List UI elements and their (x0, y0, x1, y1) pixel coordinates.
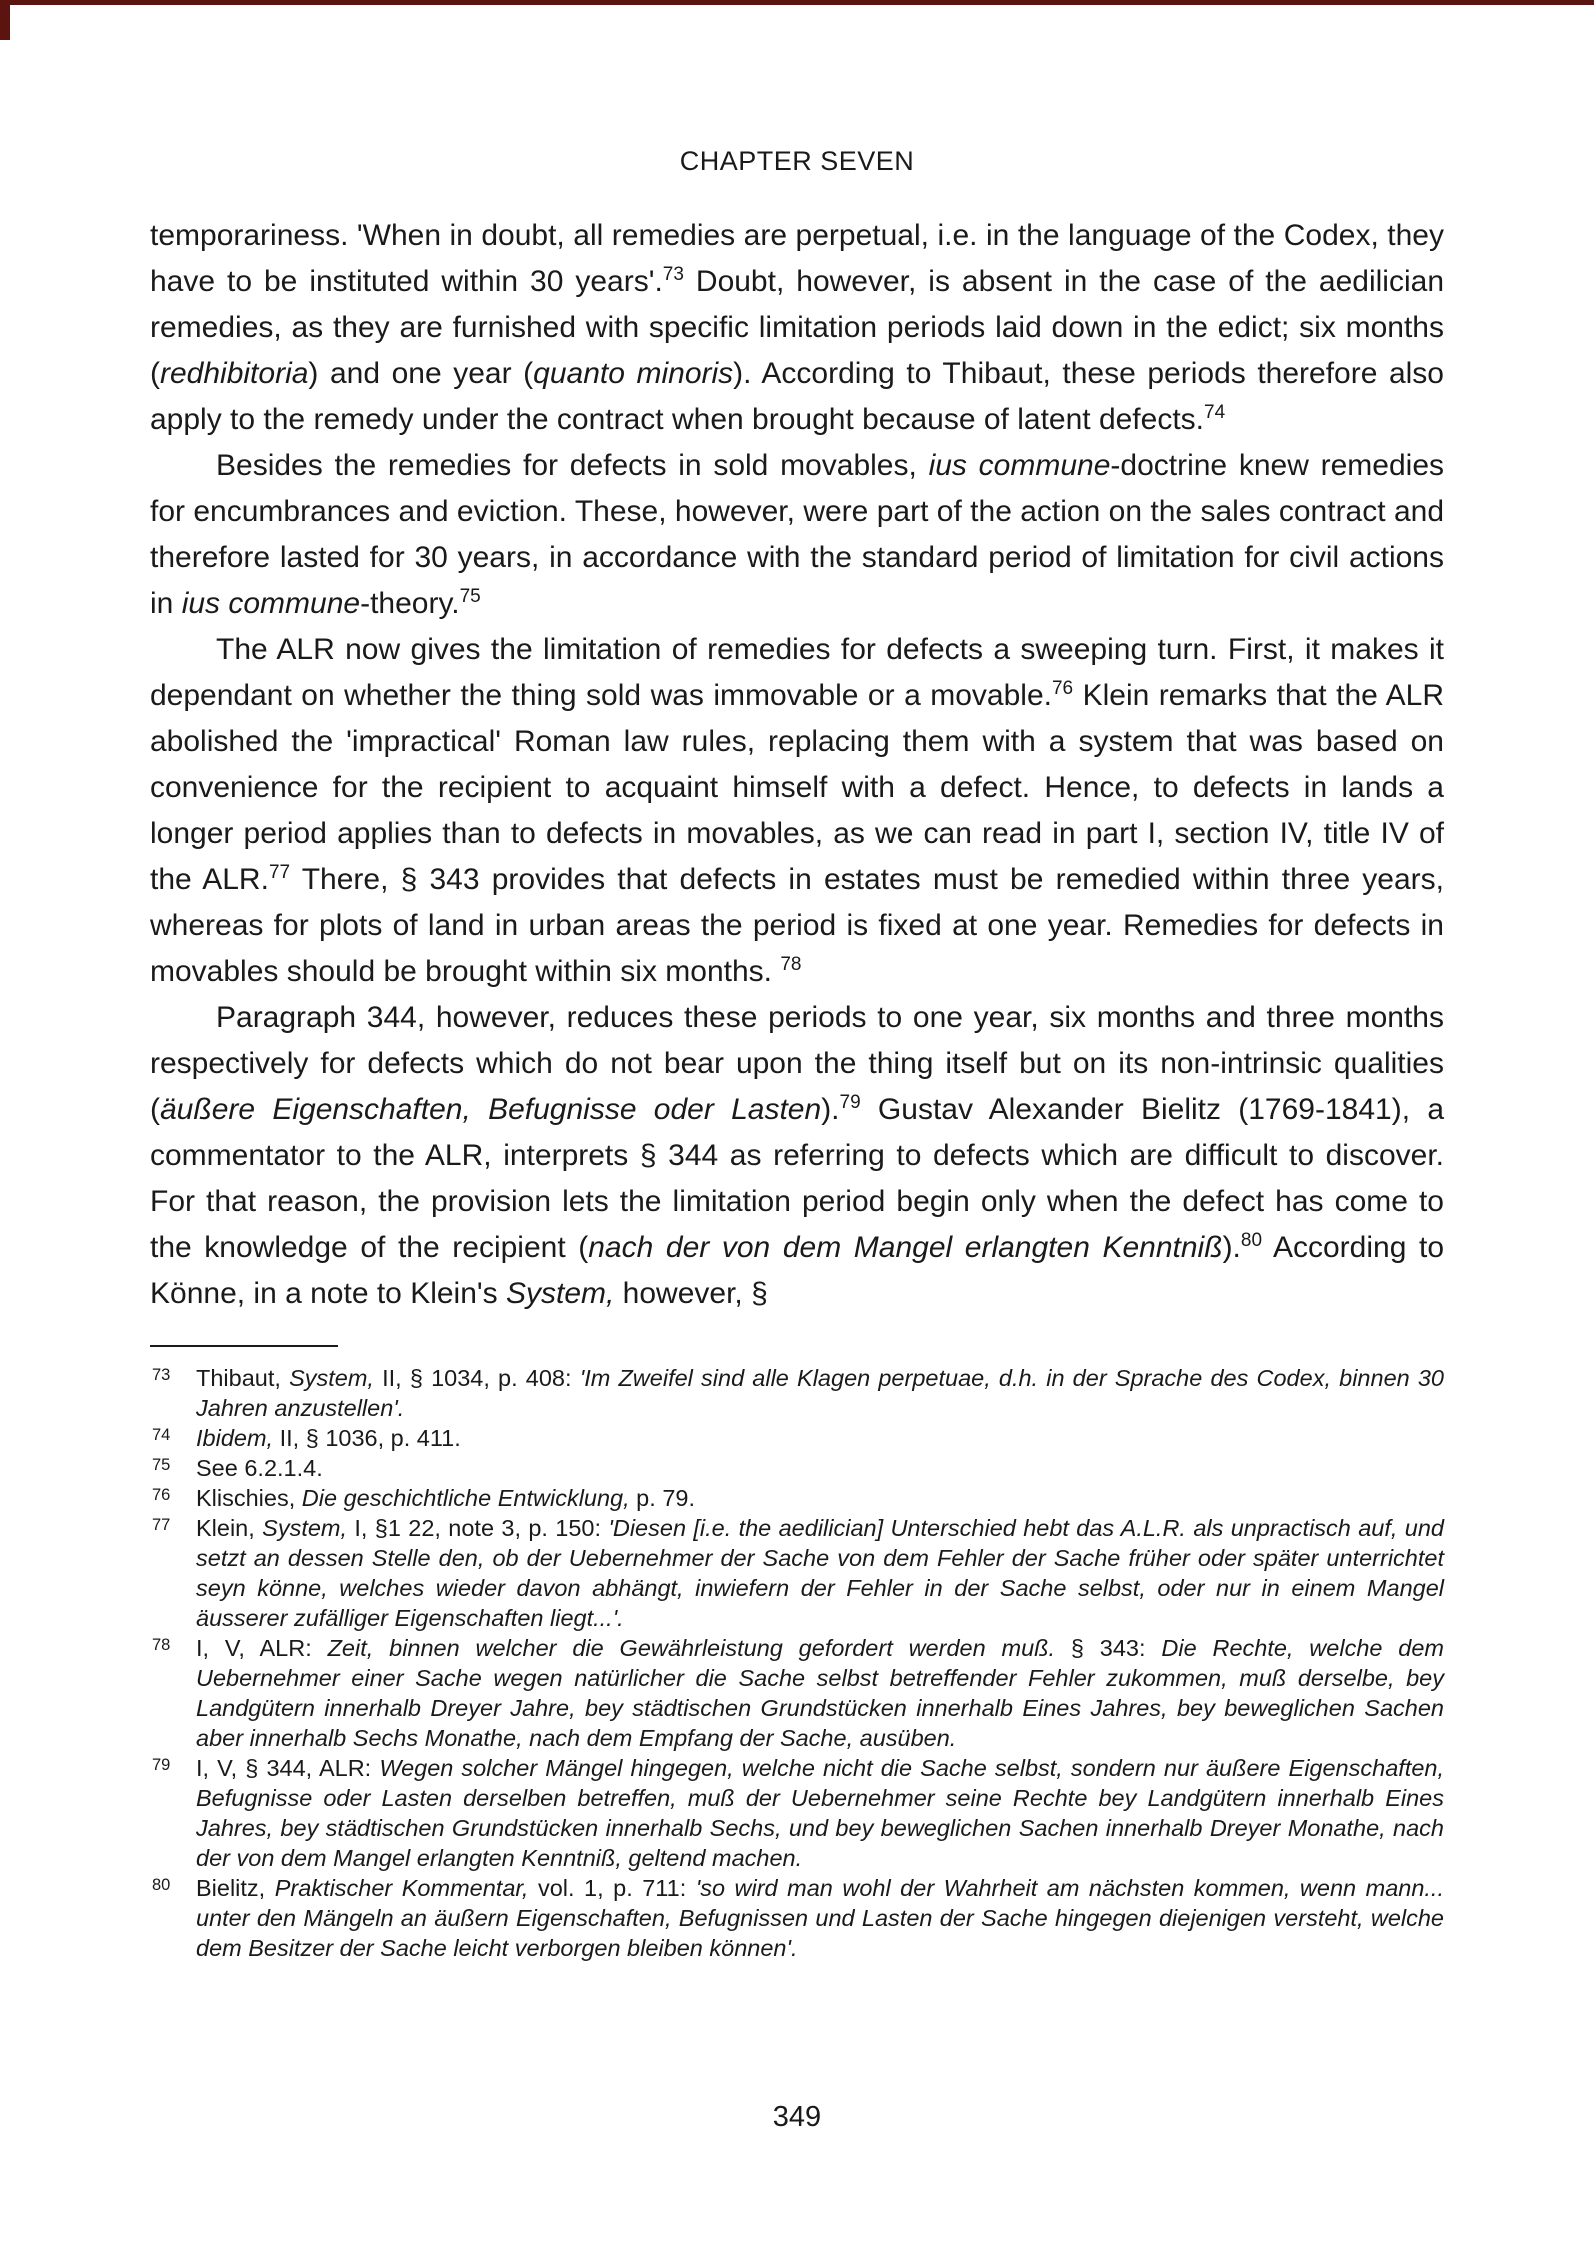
paragraph-3 (150, 627, 1444, 995)
footnote-item (150, 1633, 1444, 1753)
footnote-text (196, 1363, 1444, 1423)
footnote-ref: 79 (839, 1092, 861, 1113)
text-run: vol. 1, p. 711: (528, 1875, 696, 1901)
text-run: p. 79. (629, 1485, 695, 1511)
content-block (150, 213, 1444, 1963)
text-run: -doctrine knew remedies for encumbrances and eviction. These, however, were part of the action on the sales contract and therefore lasted for 30 years, in accordance with the standard period of limitation for civil actions in (150, 449, 1445, 620)
footnote-text (196, 1483, 1444, 1513)
italic-text: äußere Eigenschaften, Befugnisse oder Lasten (160, 1093, 822, 1126)
paragraph-2 (150, 443, 1444, 627)
italic-text: Ibidem, (196, 1425, 274, 1451)
footnote-text (196, 1753, 1444, 1873)
italic-text: nach der von dem Mangel erlangten Kenntniß (588, 1231, 1223, 1264)
footnote-text (196, 1633, 1444, 1753)
paragraph-1 (150, 213, 1444, 443)
text-run: II, § 1034, p. 408: (373, 1365, 580, 1391)
footnote-number: 74 (152, 1426, 171, 1444)
footnote-number: 73 (152, 1366, 171, 1384)
text-run: I, §1 22, note 3, p. 150: (347, 1515, 609, 1541)
footnote-ref: 75 (459, 586, 481, 607)
footnote-text (196, 1513, 1444, 1633)
text-run: Bielitz, (196, 1875, 275, 1901)
footnote-ref: 74 (1204, 402, 1226, 423)
text-run: See 6.2.1.4. (196, 1455, 323, 1481)
italic-text: System, (262, 1515, 348, 1541)
footnote-number: 77 (152, 1516, 171, 1534)
text-run: Paragraph 344, however, reduces these periods to one year, six months and three months respectively for defects which do not bear upon the thing itself but on its non-intrinsic qualities ( (150, 1001, 1444, 1126)
body-text (150, 213, 1444, 1317)
scan-artifact-top-edge (0, 0, 1594, 5)
footnote-number: 76 (152, 1486, 171, 1504)
italic-text: Die Rechte, welche dem Uebernehmer einer Sache wegen natürlicher die Sache selbst betreffender Fehler zukommen, muß derselbe, bey Landgütern innerhalb Dreyer Jahre, bey städtischen Grundstücken innerhalb Eines Jahres, bey beweglichen Sachen aber innerhalb Sechs Monathe, nach dem Empfang der Sache, ausüben. (196, 1635, 1445, 1751)
text-run: -theory. (360, 587, 460, 620)
footnotes-section (150, 1363, 1444, 1963)
text-run: II, § 1036, p. 411. (273, 1425, 461, 1451)
paragraph-4 (150, 995, 1444, 1317)
footnote-item (150, 1423, 1444, 1453)
italic-text: Praktischer Kommentar, (274, 1875, 529, 1901)
italic-text: quanto minoris (533, 357, 734, 390)
text-run: ) and one year ( (308, 357, 534, 390)
text-run: Gustav Alexander Bielitz (1769-1841), a commentator to the ALR, interprets § 344 as referring to defects which are difficult to discover. For that reason, the provision lets the limitation period begin only when the defect has come to the knowledge of the recipient ( (150, 1093, 1444, 1264)
text-run: however, § (614, 1277, 768, 1310)
text-run: Doubt, however, is absent in the case of the aedilician remedies, as they are furnished with specific limitation periods laid down in the edict; six months ( (150, 265, 1445, 390)
footnote-text (196, 1423, 1444, 1453)
footnote-item (150, 1453, 1444, 1483)
footnote-ref: 80 (1240, 1230, 1263, 1251)
footnote-separator (150, 1345, 338, 1347)
scan-artifact-left-corner (0, 0, 10, 40)
text-run: Klein remarks that the ALR abolished the 'impractical' Roman law rules, replacing them with a system that was based on convenience for the recipient to acquaint himself with a defect. Hence, to defects in lands a longer period applies than to defects in movables, as we can read in part I, section IV, title IV of the ALR. (150, 679, 1444, 896)
footnote-ref: 78 (780, 954, 802, 975)
text-run: Klein, (196, 1515, 263, 1541)
text-run: Klischies, (196, 1485, 302, 1511)
footnote-ref: 73 (662, 264, 684, 285)
footnote-number: 78 (152, 1636, 171, 1654)
italic-text: redhibitoria (160, 357, 309, 390)
italic-text: System, (289, 1365, 374, 1391)
footnote-text (196, 1453, 1444, 1483)
chapter-header: CHAPTER SEVEN (679, 146, 915, 176)
footnote-number: 79 (152, 1756, 171, 1774)
text-run: According to Könne, in a note to Klein's (150, 1231, 1444, 1310)
text-run: § 343: (1055, 1635, 1162, 1661)
italic-text: Wegen solcher Mängel hingegen, welche nicht die Sache selbst, sondern nur äußere Eigenschaften, Befugnisse oder Lasten derselben betreffen, muß der Uebernehmer seine Rechte bey Landgütern innerhalb Eines Jahres, bey städtischen Grundstücken innerhalb Sechs, und bey beweglichen Sachen innerhalb Dreyer Monathe, nach der von dem Mangel erlangten Kenntniß, geltend machen. (196, 1755, 1444, 1871)
text-run: ). (821, 1093, 840, 1126)
footnote-item (150, 1753, 1444, 1873)
italic-text: Zeit, binnen welcher die Gewährleistung gefordert werden muß. (327, 1635, 1056, 1661)
footnote-item (150, 1873, 1444, 1963)
text-run: Thibaut, (196, 1365, 290, 1391)
text-run: There, § 343 provides that defects in estates must be remedied within three years, whereas for plots of land in urban areas the period is fixed at one year. Remedies for defects in movables should be brought within six months. (150, 863, 1445, 988)
footnote-text (196, 1873, 1444, 1963)
footnote-item (150, 1363, 1444, 1423)
footnote-ref: 76 (1051, 678, 1074, 699)
text-run: I, V, ALR: (196, 1635, 328, 1661)
italic-text: 'so wird man wohl der Wahrheit am nächsten kommen, wenn mann... unter den Mängeln an äußern Eigenschaften, Befugnissen und Lasten der Sache hingegen diejenigen versteht, welche dem Besitzer der Sache leicht verborgen bleiben können'. (196, 1875, 1444, 1961)
italic-text: 'Diesen [i.e. the aedilician] Unterschied hebt das A.L.R. als unpractisch auf, und setzt an dessen Stelle den, ob der Uebernehmer der Sache von dem Fehler der Sache früher oder später unterrichtet seyn könne, welches wieder davon abhängt, inwiefern der Fehler in der Sache selbst, oder nur in einem Mangel äusserer zufälliger Eigenschaften liegt...'. (196, 1515, 1444, 1631)
footnote-item (150, 1513, 1444, 1633)
text-run: I, V, § 344, ALR: (196, 1755, 380, 1781)
italic-text: 'Im Zweifel sind alle Klagen perpetuae, d.h. in der Sprache des Codex, binnen 30 Jahren anzustellen'. (196, 1365, 1444, 1421)
text-run: The ALR now gives the limitation of remedies for defects a sweeping turn. First, it makes it dependant on whether the thing sold was immovable or a movable. (150, 633, 1444, 712)
italic-text: System, (505, 1277, 615, 1310)
footnote-item (150, 1483, 1444, 1513)
footnote-ref: 77 (268, 862, 291, 883)
text-run: temporariness. 'When in doubt, all remedies are perpetual, i.e. in the language of the Codex, they have to be instituted within 30 years'. (150, 219, 1444, 298)
footnote-number: 75 (152, 1456, 171, 1474)
footnote-number: 80 (152, 1876, 171, 1894)
text-run: ). (1222, 1231, 1241, 1264)
italic-text: ius commune (928, 449, 1111, 482)
page-number: 349 (772, 2101, 822, 2133)
italic-text: Die geschichtliche Entwicklung, (301, 1485, 630, 1511)
text-run: ). According to Thibaut, these periods therefore also apply to the remedy under the contract when brought because of latent defects. (150, 357, 1444, 436)
text-run: Besides the remedies for defects in sold movables, (216, 449, 929, 482)
italic-text: ius commune (181, 587, 361, 620)
